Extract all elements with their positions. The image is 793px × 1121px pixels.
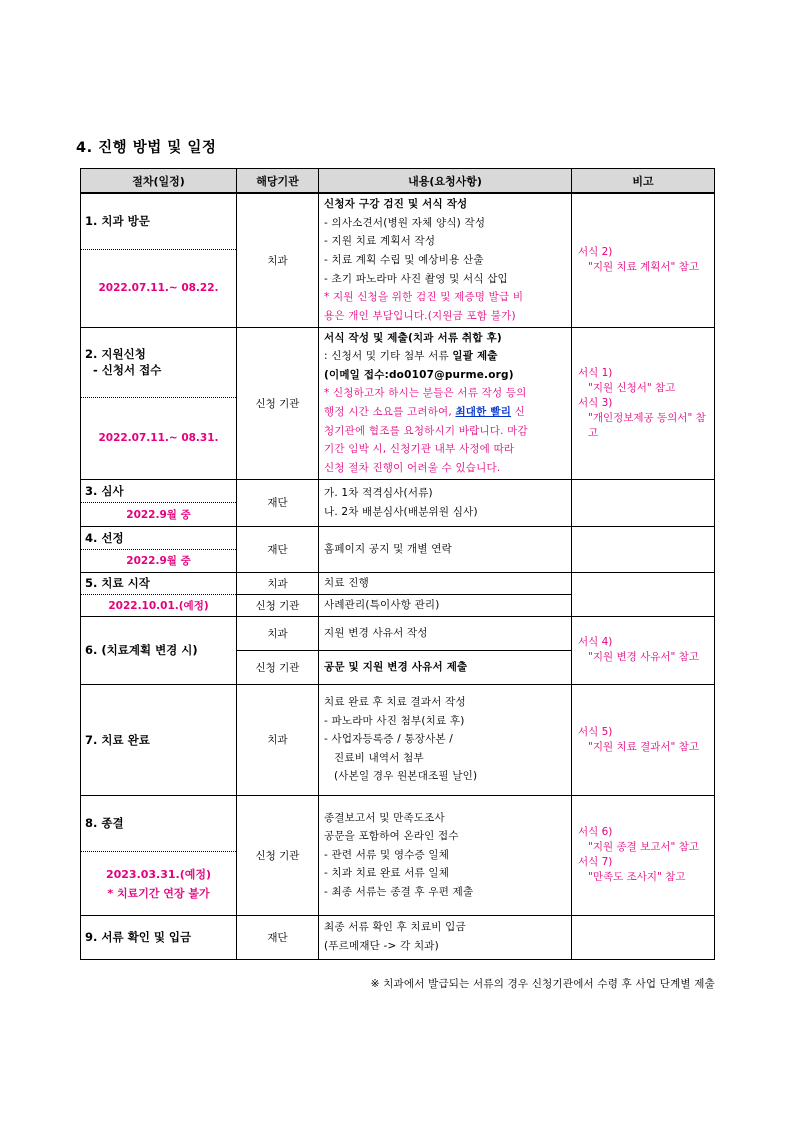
- step-1: 1. 치과 방문: [81, 193, 237, 249]
- step-3-date: 2022.9월 중: [81, 502, 237, 526]
- step-6: 6. (치료계획 변경 시): [81, 616, 237, 684]
- step-4-date: 2022.9월 중: [81, 549, 237, 572]
- table-row: [81, 479, 715, 502]
- footnote: ※ 치과에서 발급되는 서류의 경우 신청기관에서 수령 후 사업 단계별 제출: [370, 978, 715, 990]
- step-4-note: [572, 526, 715, 572]
- step-1-note: 서식 2) "지원 치료 계획서" 참고: [572, 193, 715, 327]
- table-row: [81, 915, 715, 959]
- step-6-content-a: 지원 변경 사유서 작성: [319, 616, 572, 650]
- step-9-note: [572, 915, 715, 959]
- table-row: [81, 526, 715, 549]
- step-3-content: 가. 1차 적격심사(서류) 나. 2차 배분심사(배분위원 심사): [319, 479, 572, 526]
- step-7-content: 치료 완료 후 치료 결과서 작성 - 파노라마 사진 첨부(치료 후) - 사업자등록증 / 통장사본 / 진료비 내역서 첨부 (사본일 경우 원본대조필 날인): [319, 684, 572, 795]
- step-3-note: [572, 479, 715, 526]
- step-4: 4. 선정: [81, 526, 237, 549]
- step-5-date: 2022.10.01.(예정): [81, 594, 237, 616]
- section-title: 4. 진행 방법 및 일정: [76, 140, 217, 156]
- table-header-row: [81, 169, 715, 194]
- table-row: [81, 795, 715, 851]
- step-6-institution-b: 신청 기관: [237, 650, 319, 684]
- header-note: 비고: [572, 169, 715, 194]
- step-5-content-a: 치료 진행: [319, 572, 572, 594]
- step-3: 3. 심사: [81, 479, 237, 502]
- step-7: 7. 치료 완료: [81, 684, 237, 795]
- step-7-institution: 치과: [237, 684, 319, 795]
- step-8: 8. 종결: [81, 795, 237, 851]
- table-row: [81, 327, 715, 397]
- step-9-content: 최종 서류 확인 후 치료비 입금 (푸르메재단 -> 각 치과): [319, 915, 572, 959]
- step-6-note: 서식 4) "지원 변경 사유서" 참고: [572, 616, 715, 684]
- step-1-date: 2022.07.11.~ 08.22.: [81, 249, 237, 327]
- step-5-institution-b: 신청 기관: [237, 594, 319, 616]
- step-1-content: 신청자 구강 검진 및 서식 작성 - 의사소견서(병원 자체 양식) 작성 - 지원 치료 계획서 작성 - 치료 계획 수립 및 예상비용 산출 - 초기 파노라마 사진 촬영 및 서식 삽입 * 지원 신청을 위한 검진 및 제증명 발급 비 용은 개인 부담입니다.(지원금 포함 불가): [319, 193, 572, 327]
- table-row: [81, 616, 715, 650]
- step-2: 2. 지원신청 - 신청서 접수: [81, 327, 237, 397]
- step-2-institution: 신청 기관: [237, 327, 319, 479]
- step-6-institution-a: 치과: [237, 616, 319, 650]
- step-5-content-b: 사례관리(특이사항 관리): [319, 594, 572, 616]
- step-4-institution: 재단: [237, 526, 319, 572]
- step-5-institution-a: 치과: [237, 572, 319, 594]
- step-8-date-cell: [81, 851, 237, 915]
- step-5-note: [572, 572, 715, 616]
- step-9: 9. 서류 확인 및 입금: [81, 915, 237, 959]
- table-row: [81, 193, 715, 249]
- step-5: 5. 치료 시작: [81, 572, 237, 594]
- step-2-date: 2022.07.11.~ 08.31.: [81, 397, 237, 479]
- step-7-note: 서식 5) "지원 치료 결과서" 참고: [572, 684, 715, 795]
- header-content: 내용(요청사항): [319, 169, 572, 194]
- header-step: 절차(일정): [81, 169, 237, 194]
- step-8-date: 2023.03.31.(예정): [105, 867, 212, 881]
- step-1-institution: 치과: [237, 193, 319, 327]
- step-4-content: 홈페이지 공지 및 개별 연락: [319, 526, 572, 572]
- step-6-content-b: 공문 및 지원 변경 사유서 제출: [319, 650, 572, 684]
- step-2-content: 서식 작성 및 제출(치과 서류 취합 후) : 신청서 및 기타 첨부 서류 일괄 제출 (이메일 접수:do0107@purme.org) * 신청하고자 하시는 분들은 서류 작성 등의 행정 시간 소요를 고려하여, 최대한 빨리 신 청기관에 협조를 요청하시기 바랍니다. 마감 기간 임박 시, 신청기관 내부 사정에 따라 신청 절차 진행이 어려울 수 있습니다.: [319, 327, 572, 479]
- step-9-institution: 재단: [237, 915, 319, 959]
- step-8-institution: 신청 기관: [237, 795, 319, 915]
- table-row: [81, 572, 715, 594]
- step-8-note: 서식 6) "지원 종결 보고서" 참고 서식 7) "만족도 조사지" 참고: [572, 795, 715, 915]
- header-institution: 해당기관: [237, 169, 319, 194]
- step-3-institution: 재단: [237, 479, 319, 526]
- step-8-warning: * 치료기간 연장 불가: [107, 886, 210, 900]
- asap-emphasis: 최대한 빨리: [455, 406, 512, 418]
- step-8-content: 종결보고서 및 만족도조사 공문을 포함하여 온라인 접수 - 관련 서류 및 영수증 일체 - 치과 치료 완료 서류 일체 - 최종 서류는 종결 후 우편 제출: [319, 795, 572, 915]
- procedure-table: [80, 168, 715, 960]
- table-row: [81, 684, 715, 795]
- step-2-note: 서식 1) "지원 신청서" 참고 서식 3) "개인정보제공 동의서" 참고: [572, 327, 715, 479]
